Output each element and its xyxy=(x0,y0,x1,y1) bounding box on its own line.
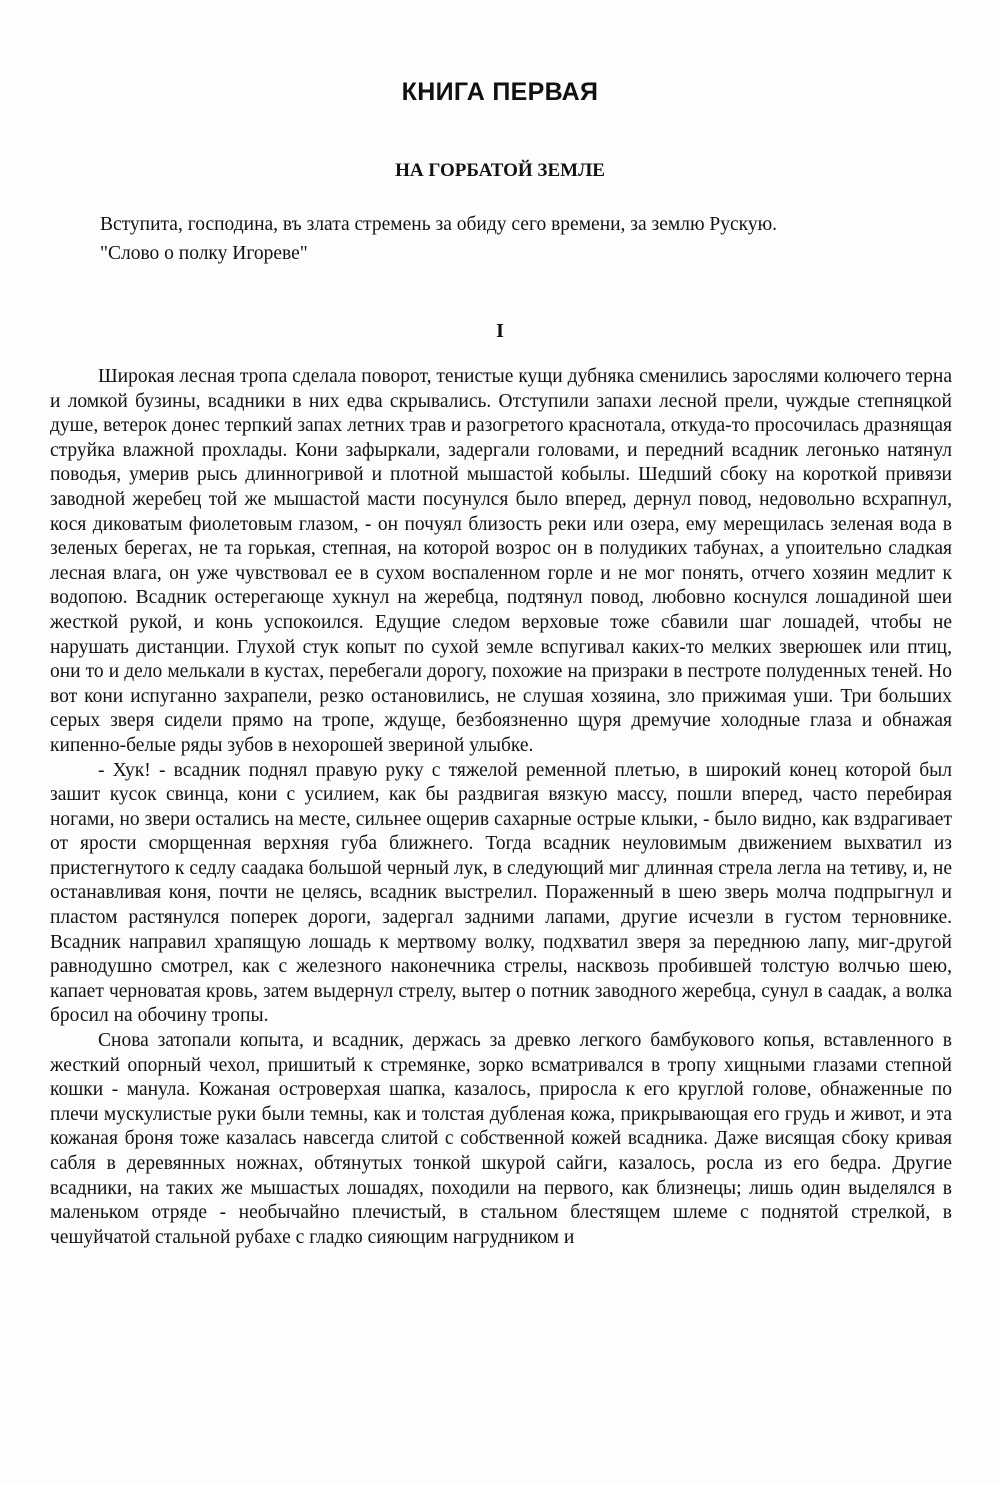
paragraph: - Хук! - всадник поднял правую руку с тяжелой ременной плетью, в широкий конец которой был зашит кусок свинца, кони с усилием, как бы раздвигая вязкую массу, пошли вперед, часто перебирая ногами, но звери остались на месте, сильнее ощерив сахарные острые клыки, - было видно, как вздрагивает от ярости сморщенная верхняя губа ближнего. Тогда всадник неуловимым движением выхватил из пристегнутого к седлу саадака большой черный лук, в следующий миг длинная стрела легла на тетиву, и, не останавливая коня, почти не целясь, всадник выстрелил. Пораженный в шею зверь молча подпрыгнул и пластом растянулся поперек дороги, задергал задними лапами, другие исчезли в густом терновнике. Всадник направил храпящую лошадь к мертвому волку, подхватил зверя за переднюю лапу, миг-другой равнодушно смотрел, как с железного наконечника стрелы, насквозь пробившей толстую волчью шею, капает черноватая кровь, затем выдернул стрелу, вытер о потник заводного жеребца, сунул в саадак, а волка бросил на обочину тропы. xyxy=(50,759,952,1027)
paragraph: Снова затопали копыта, и всадник, держась за древко легкого бамбукового копья, вставленного в жесткий опорный чехол, пришитый к стремянке, зорко всматривался в тропу хищными глазами степной кошки - манула. Кожаная островерхая шапка, казалось, приросла к его круглой голове, обнаженные по плечи мускулистые руки были темны, как и толстая дубленая кожа, прикрывающая его грудь и живот, и эта кожаная броня тоже казалась навсегда слитой с собственной кожей всадника. Даже висящая сбоку кривая сабля в деревянных ножнах, обтянутых тонкой шкурой сайги, казалось, росла из его бедра. Другие всадники, на таких же мышастых лошадях, походили на первого, как близнецы; лишь один выделялся в маленьком отряде - необычайно плечистый, в стальном блестящем шлеме с поднятой стрелкой, в чешуйчатой стальной рубахе с гладко сияющим нагрудником и xyxy=(50,1030,952,1248)
part-title: НА ГОРБАТОЙ ЗЕМЛЕ xyxy=(395,160,605,181)
body-text xyxy=(50,365,952,1250)
epigraph xyxy=(100,210,940,268)
epigraph-source: "Слово о полку Игореве" xyxy=(100,243,308,264)
book-title: КНИГА ПЕРВАЯ xyxy=(401,78,599,106)
chapter-number: I xyxy=(496,320,504,342)
epigraph-text: Вступита, господина, въ злата стремень за обиду сего времени, за землю Рускую. xyxy=(100,214,778,235)
paragraph: Широкая лесная тропа сделала поворот, тенистые кущи дубняка сменились зарослями колючего терна и ломкой бузины, всадники в них едва скрывались. Отступили запахи лесной прели, чуждые степняцкой душе, ветерок донес терпкий запах летних трав и разогретого краснотала, откуда-то просочилась дразнящая струйка влажной прохлады. Кони зафыркали, задергали головами, и передний всадник легонько натянул поводья, умерив рысь длинногривой и плотной мышастой кобылы. Шедший сбоку на короткой привязи заводной жеребец той же мышастой масти посунулся было вперед, дернул повод, недовольно всхрапнул, кося диковатым фиолетовым глазом, - он почуял близость реки или озера, ему мерещилась зеленая вода в зеленых берегах, не та горькая, степная, на которой возрос он в полудиких табунах, а упоительно сладкая лесная влага, он уже чувствовал ее в сухом воспаленном горле и не мог понять, отчего хозяин медлит к водопою. Всадник остерегающе хукнул на жеребца, подтянул повод, любовно коснулся лошадиной шеи жесткой рукой, и конь успокоился. Едущие следом верховые тоже сбавили шаг лошадей, чтобы не нарушать дистанции. Глухой стук копыт по сухой земле вспугивал каких-то мелких зверюшек или птиц, они то и дело мелькали в кустах, перебегали дорогу, похожие на призраки в пестроте полуденных теней. Но вот кони испуганно захрапели, резко остановились, не слушая хозяина, зло прижимая уши. Три больших серых зверя сидели прямо на тропе, ждуще, безбоязненно щуря дремучие холодные глаза и обнажая кипенно-белые ряды зубов в нехорошей звериной улыбке. xyxy=(50,366,952,756)
